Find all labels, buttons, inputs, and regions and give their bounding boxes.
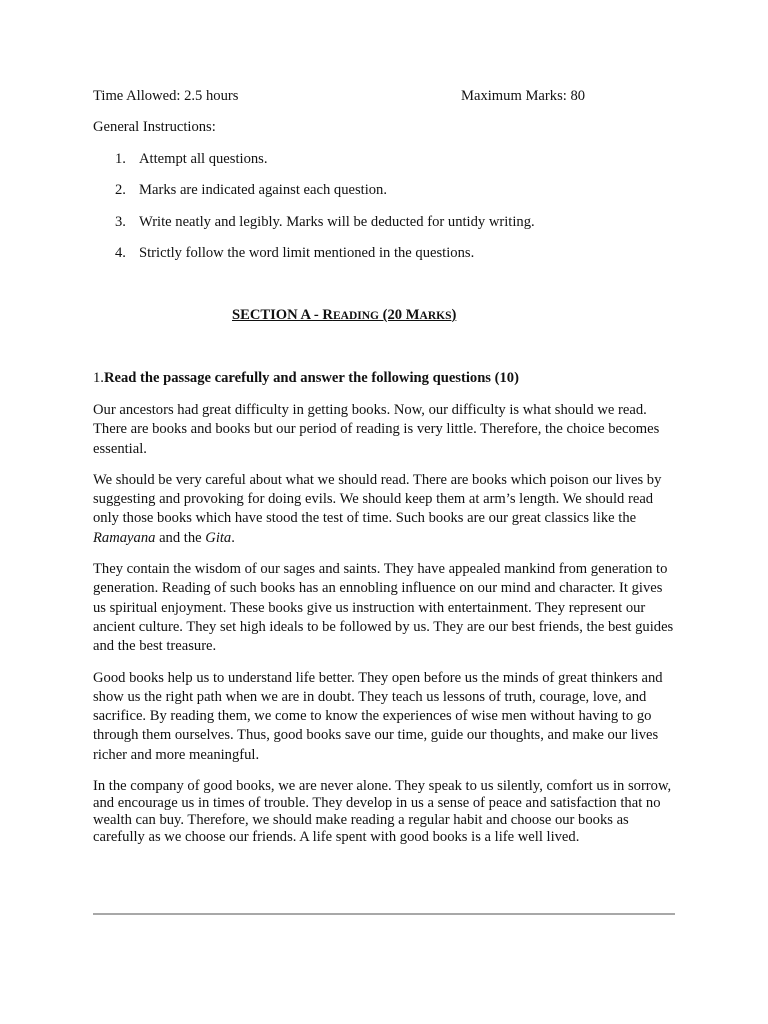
instruction-item <box>93 181 535 212</box>
instruction-number: 2. <box>115 182 126 199</box>
passage-text: We should be very careful about what we should read. There are books which poison our lives by suggesting and provoking for doing evils. We should keep them at arm’s length. We should read only those books which have stood the test of time. Such books are our great classics like the <box>93 471 662 527</box>
instruction-number: 4. <box>115 244 126 261</box>
question-number: 1. <box>93 370 104 386</box>
instruction-text: Marks are indicated against each question. <box>139 182 388 199</box>
passage-paragraph-5: In the company of good books, we are never alone. They speak to us silently, comfort us in sorrow, and encourage us in times of trouble. They develop in us a sense of peace and satisfaction that no wealth can buy. Therefore, we should make reading a regular habit and choose our books as carefully as we choose our friends. A life spent with good books is a life well lived. <box>93 778 672 846</box>
question-1-heading <box>93 370 519 387</box>
section-title-part: (20 M <box>378 307 420 323</box>
general-instructions-title: General Instructions: <box>93 119 216 135</box>
passage-paragraph-4: Good books help us to understand life better. They open before us the minds of great thinkers and show us the right path when we are in doubt. They teach us lessons of truth, courage, love, and sacrifice. By reading them, we come to know the experiences of wise men without having to go through them ourselves. Thus, good books save our time, guide our thoughts, and make our lives richer and more meaningful. <box>93 669 663 763</box>
exam-header <box>93 88 675 108</box>
instruction-item <box>93 244 535 275</box>
passage-text: and the <box>155 529 206 546</box>
passage-text: . <box>231 529 235 546</box>
horizontal-divider <box>93 913 675 915</box>
question-text: Read the passage carefully and answer the following questions (10) <box>103 370 519 386</box>
section-title-part: ) <box>451 307 457 323</box>
instruction-text: Strictly follow the word limit mentioned in the questions. <box>139 244 475 261</box>
instruction-item <box>93 150 535 181</box>
ramayana-title: Ramayana <box>93 529 156 546</box>
maximum-marks: Maximum Marks: 80 <box>461 88 586 104</box>
section-a-title <box>232 307 456 324</box>
passage-paragraph-3: They contain the wisdom of our sages and saints. They have appealed mankind from generation to generation. Reading of such books has an ennobling influence on our mind and character. It gives us spiritual enjoyment. These books give us instruction with entertainment. They represent our ancient culture. They set high ideals to be followed by us. They are our best friends, the best guides and the best treasure. <box>93 561 674 655</box>
instruction-text: Write neatly and legibly. Marks will be deducted for untidy writing. <box>139 213 535 230</box>
section-title-part: EADING <box>332 310 379 322</box>
passage-paragraph-1: Our ancestors had great difficulty in getting books. Now, our difficulty is what should we read. There are books and books but our period of reading is very little. Therefore, the choice becomes essential. <box>93 402 660 457</box>
passage-paragraph-2 <box>93 471 675 548</box>
section-title-part: SECTION A - R <box>232 307 333 323</box>
instruction-text: Attempt all questions. <box>139 151 268 167</box>
time-allowed: Time Allowed: 2.5 hours <box>93 88 239 104</box>
reading-passage <box>93 401 675 858</box>
instruction-number: 1. <box>115 151 126 167</box>
instructions-list <box>93 150 535 275</box>
gita-title: Gita <box>205 529 232 546</box>
instruction-item <box>93 213 535 244</box>
section-title-part: ARKS <box>419 310 452 322</box>
instruction-number: 3. <box>115 213 126 230</box>
